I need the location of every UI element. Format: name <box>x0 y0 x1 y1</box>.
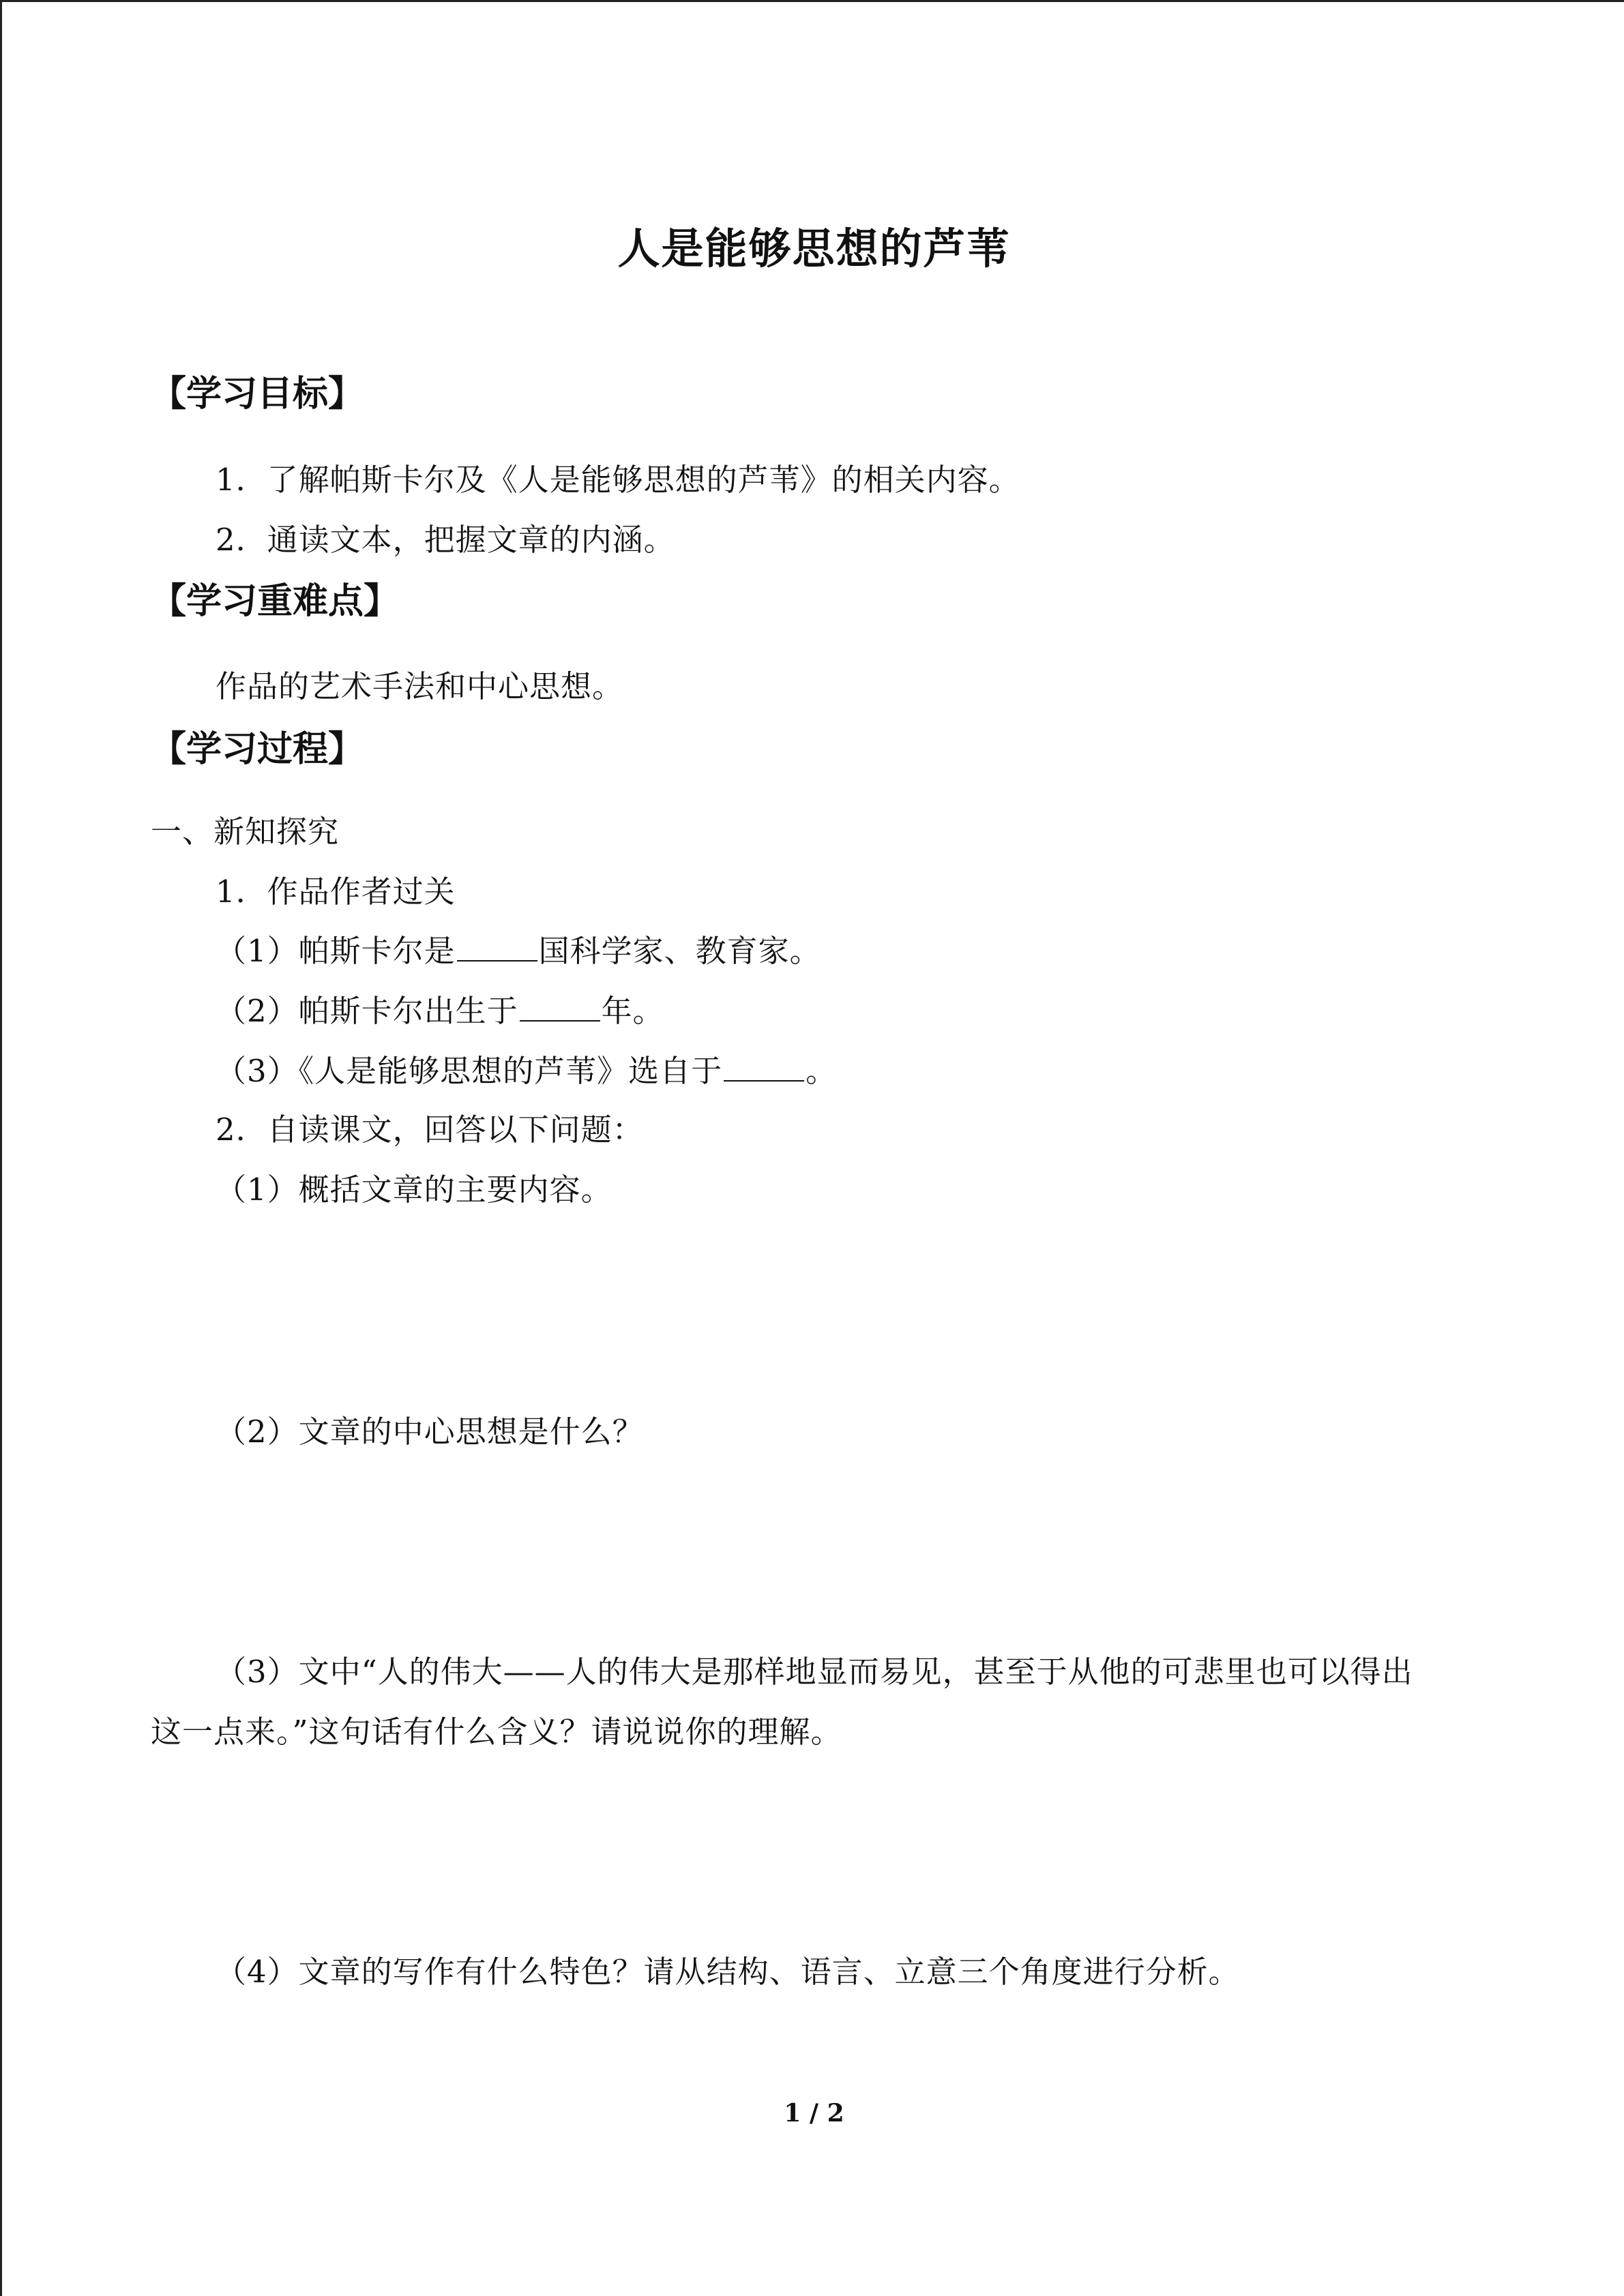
page-number: 1 / 2 <box>784 2099 844 2128</box>
page-title: 人是能够思想的芦苇 <box>617 224 1011 273</box>
question-1-sub-1-text-after: 国科学家、教育家。 <box>538 933 821 969</box>
question-2-sub-1: （1）概括文章的主要内容。 <box>216 1172 612 1208</box>
question-2-sub-3-line-1: （3）文中“人的伟大——人的伟大是那样地显而易见，甚至于从他的可悲里也可以得出 <box>216 1654 1413 1690</box>
goal-item-1: 1．了解帕斯卡尔及《人是能够思想的芦苇》的相关内容。 <box>216 462 1020 498</box>
question-1-sub-3 <box>216 1046 837 1090</box>
fill-blank-3 <box>724 1053 804 1082</box>
goal-item-2: 2．通读文本，把握文章的内涵。 <box>216 522 675 558</box>
question-1-sub-1-text-before: （1）帕斯卡尔是 <box>216 933 456 969</box>
question-1-sub-3-text-after: 。 <box>806 1053 838 1089</box>
fill-blank-2 <box>520 993 600 1022</box>
question-2-sub-4: （4）文章的写作有什么特色？请从结构、语言、立意三个角度进行分析。 <box>216 1954 1240 1990</box>
section-heading-goals: 【学习目标】 <box>151 373 364 415</box>
question-2-sub-2: （2）文章的中心思想是什么？ <box>216 1414 644 1450</box>
fill-blank-1 <box>457 933 537 961</box>
part-1-heading: 一、新知探究 <box>151 814 340 850</box>
section-heading-key-points: 【学习重难点】 <box>151 580 400 622</box>
question-2-label: 2．自读课文，回答以下问题： <box>216 1112 644 1148</box>
question-1-sub-2-text-before: （2）帕斯卡尔出生于 <box>216 993 518 1029</box>
question-2-sub-3-line-2: 这一点来。”这句话有什么含义？请说说你的理解。 <box>151 1714 842 1750</box>
question-1-sub-2-text-after: 年。 <box>601 993 664 1029</box>
question-1-sub-3-text-before: （3）《人是能够思想的芦苇》选自于 <box>216 1053 723 1089</box>
question-1-sub-1 <box>216 926 821 970</box>
question-1-label: 1．作品作者过关 <box>216 874 456 910</box>
key-points-text: 作品的艺术手法和中心思想。 <box>216 668 624 704</box>
question-1-sub-2 <box>216 986 664 1030</box>
section-heading-process: 【学习过程】 <box>151 728 364 770</box>
